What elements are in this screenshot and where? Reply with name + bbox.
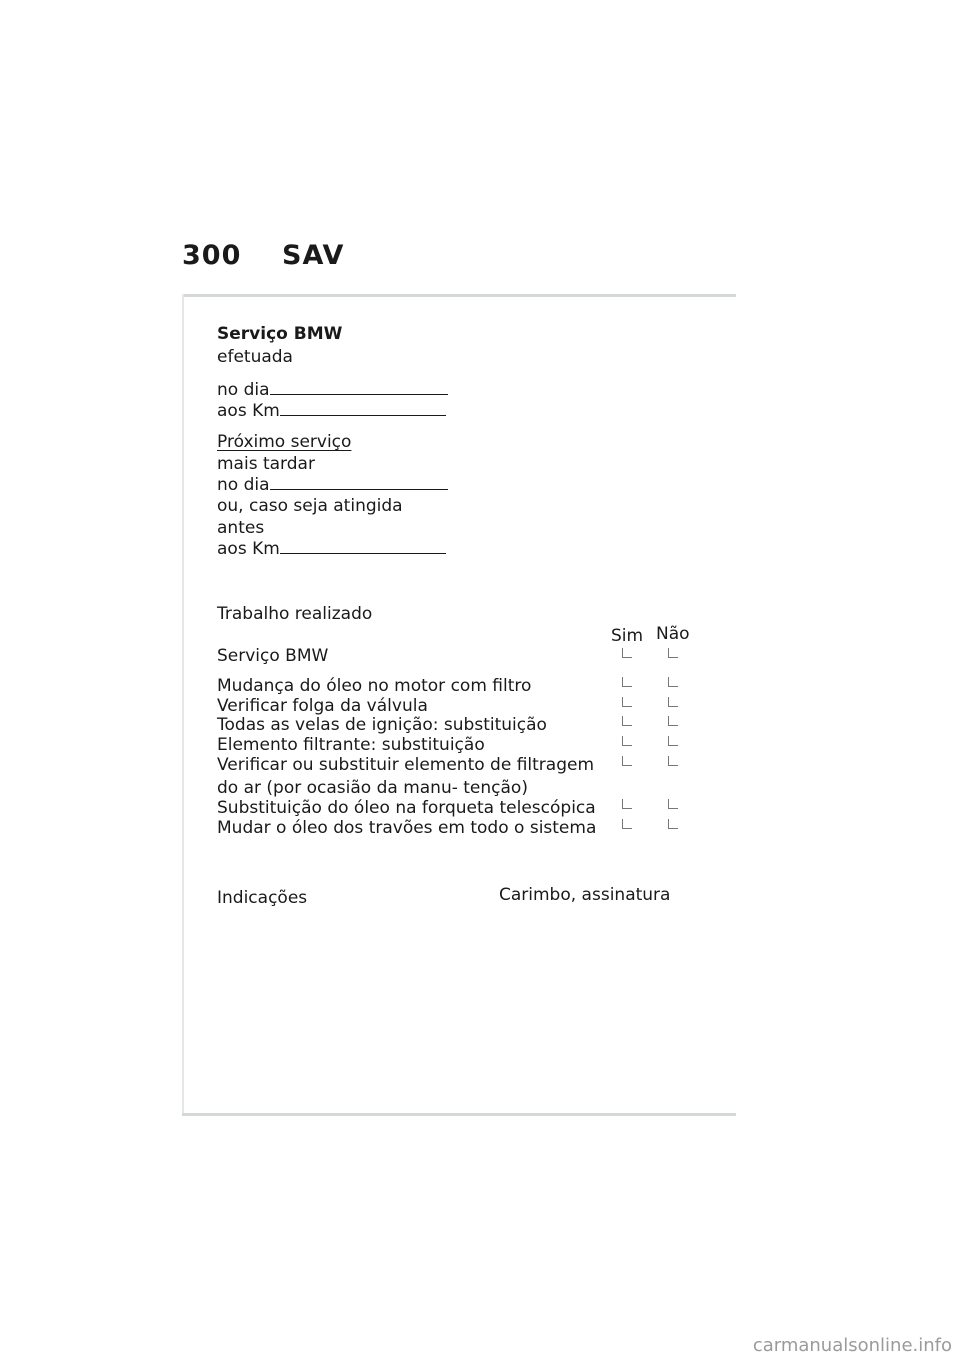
work-item: Elemento filtrante: substituição: [217, 735, 485, 755]
done-label: efetuada: [217, 347, 293, 367]
work-item: Mudar o óleo dos travões em todo o sistema: [217, 818, 597, 838]
done-date-label: no dia: [217, 380, 270, 400]
next-date-row: [217, 475, 448, 495]
checkbox-no[interactable]: [668, 648, 678, 658]
watermark-text: carmanualsonline.info: [752, 1335, 952, 1356]
next-service-label: Próximo serviço: [217, 432, 352, 452]
checkbox-yes[interactable]: [622, 716, 632, 726]
checkbox-no[interactable]: [668, 697, 678, 707]
next-km-field[interactable]: [280, 539, 446, 554]
notes-label: Indicações: [217, 888, 308, 908]
col-no-header: Não: [656, 624, 690, 644]
checkbox-yes[interactable]: [622, 677, 632, 687]
before-label: antes: [217, 518, 265, 538]
done-km-field[interactable]: [280, 401, 446, 416]
checkbox-yes[interactable]: [622, 697, 632, 707]
work-item: Verificar folga da válvula: [217, 696, 428, 716]
work-item: Mudança do óleo no motor com filtro: [217, 676, 532, 696]
done-date-field[interactable]: [270, 380, 448, 395]
checkbox-yes[interactable]: [622, 756, 632, 766]
done-km-row: [217, 401, 446, 421]
next-date-field[interactable]: [270, 475, 448, 490]
done-date-row: [217, 380, 448, 400]
checkbox-no[interactable]: [668, 819, 678, 829]
work-item: Todas as velas de ignição: substituição: [217, 715, 547, 735]
or-reached-label: ou, caso seja atingida: [217, 496, 403, 516]
next-km-row: [217, 539, 446, 559]
work-item: Serviço BMW: [217, 646, 329, 666]
next-km-label: aos Km: [217, 539, 280, 559]
checkbox-yes[interactable]: [622, 819, 632, 829]
checkbox-no[interactable]: [668, 716, 678, 726]
work-item-continuation: do ar (por ocasião da manu- tenção): [217, 778, 528, 798]
work-item: Substituição do óleo na forqueta telescópica: [217, 798, 596, 818]
col-yes-header: Sim: [611, 626, 644, 646]
next-date-label: no dia: [217, 475, 270, 495]
left-margin-rule: [182, 294, 184, 1116]
checkbox-no[interactable]: [668, 677, 678, 687]
checkbox-yes[interactable]: [622, 799, 632, 809]
work-item: Verificar ou substituir elemento de filtragem: [217, 755, 595, 775]
top-divider: [182, 294, 736, 297]
checkbox-no[interactable]: [668, 799, 678, 809]
service-title: Serviço BMW: [217, 324, 343, 344]
checkbox-yes[interactable]: [622, 736, 632, 746]
page-number: 300: [182, 240, 242, 271]
checkbox-no[interactable]: [668, 756, 678, 766]
done-km-label: aos Km: [217, 401, 280, 421]
work-title: Trabalho realizado: [217, 604, 373, 624]
stamp-label: Carimbo, assinatura: [499, 885, 671, 905]
section-title: SAV: [282, 240, 345, 271]
latest-label: mais tardar: [217, 454, 315, 474]
bottom-divider: [182, 1113, 736, 1116]
checkbox-yes[interactable]: [622, 648, 632, 658]
checkbox-no[interactable]: [668, 736, 678, 746]
